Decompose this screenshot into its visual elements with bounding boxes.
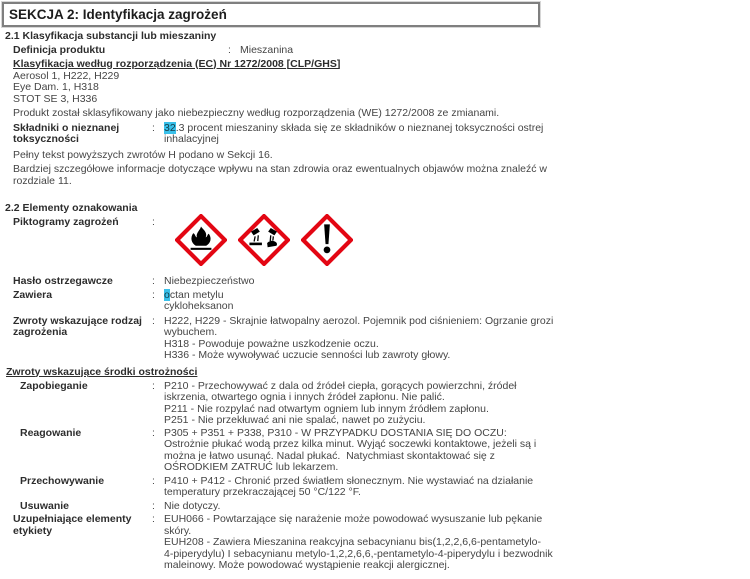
supplemental-line: maleinowy. Może powodować wystąpienie reakcji alergicznej. <box>164 559 450 571</box>
response-line: można je łatwo usunąć. Nadal płukać. Natychmiast skontaktować się z <box>164 449 495 462</box>
colon: : <box>152 513 155 525</box>
storage-value <box>160 476 750 499</box>
colon: : <box>152 121 155 134</box>
disposal-label: Usuwanie <box>20 499 70 512</box>
supplemental-line: 4-piperydylu) I sebacynianu metylo-1,2,2,6,6,-pentametylo-4-piperydylu i bezwodnik <box>164 547 553 560</box>
unknown-toxicity-line2: inhalacyjnej <box>164 133 219 145</box>
disposal-line: Nie dotyczy. <box>164 499 221 512</box>
row-signal-word <box>13 276 750 288</box>
colon: : <box>152 275 155 287</box>
contains-text: ctan metylu <box>169 288 224 301</box>
unknown-toxicity-text: .3 procent mieszaniny składa się ze składników o nieznanej toksyczności ostrej <box>175 121 544 134</box>
row-supplemental-label-elements <box>13 514 750 572</box>
prevention-line: iskrzenia, otwartego ognia i innych źródeł zapłonu. Nie palić. <box>164 391 445 403</box>
product-definition-value: Mieszanina <box>240 44 294 56</box>
unknown-toxicity-label: Składniki o nieznanej toksyczności <box>13 121 120 145</box>
storage-line: P410 + P412 - Chronić przed światłem słonecznym. Nie wystawiać na działanie <box>164 474 534 487</box>
unknown-toxicity-line1 <box>164 123 750 135</box>
hazard-statement-line: H336 - Może wywoływać uczucie senności lub zawroty głowy. <box>164 349 451 361</box>
ghs-pictogram-strip <box>164 214 750 266</box>
section-2-header <box>2 2 540 27</box>
row-hazard-statements <box>13 316 750 362</box>
supplemental-line: skóry. <box>164 524 192 537</box>
hazard-statements-label: Zwroty wskazujące rodzaj zagrożenia <box>13 314 142 338</box>
prevention-value <box>160 381 750 427</box>
supplemental-value <box>160 514 750 572</box>
row-product-definition <box>13 45 750 57</box>
product-definition-label: Definicja produktu <box>13 44 106 56</box>
contains-line2: cykloheksanon <box>164 300 234 312</box>
h-phrases-note: Pełny tekst powyższych zwrotów H podano w Sekcji 16. <box>13 148 273 161</box>
search-highlight: 32 <box>164 121 176 134</box>
colon: : <box>152 426 155 439</box>
clp-classification-heading: Klasyfikacja według rozporządzenia (EC) Nr 1272/2008 [CLP/GHS] <box>13 57 341 70</box>
ghs-flame-icon <box>175 214 227 266</box>
storage-line: temperatury przekraczającej 50 °C/122 °F. <box>164 486 361 498</box>
response-line: Ostrożnie płukać wodą przez kilka minut. Wyjąć soczewki kontaktowe, jeżeli są i <box>164 438 537 450</box>
response-line: P305 + P351 + P338, P310 - W PRZYPADKU DOSTANIA SIĘ DO OCZU: <box>164 426 507 439</box>
pictograms-label: Piktogramy zagrożeń <box>13 216 119 228</box>
classification-line: Eye Dam. 1, H318 <box>13 81 99 93</box>
colon: : <box>152 216 155 228</box>
supplemental-line: EUH066 - Powtarzające się narażenie może powodować wysuszanie lub pękanie <box>164 513 543 525</box>
row-response <box>20 428 750 474</box>
prevention-line: P251 - Nie przekłuwać ani nie spalać, nawet po zużyciu. <box>164 414 426 426</box>
prevention-line: P211 - Nie rozpylać nad otwartym ogniem lub innym źródłem zapłonu. <box>164 402 489 415</box>
colon: : <box>228 44 231 56</box>
heading-2-2: 2.2 Elementy oznakowania <box>5 202 138 214</box>
more-info-line: rozdziale 11. <box>13 174 72 187</box>
response-line: OŚRODKIEM ZATRUĆ lub lekarzem. <box>164 461 339 473</box>
classification-line: STOT SE 3, H336 <box>13 92 98 105</box>
supplemental-label: Uzupełniające elementy etykiety <box>13 513 132 537</box>
supplemental-line: EUH208 - Zawiera Mieszanina reakcyjna sebacynianu bis(1,2,2,6,6-pentametylo- <box>164 536 542 548</box>
response-value <box>160 428 750 474</box>
classification-note: Produkt został sklasyfikowany jako niebezpieczny według rozporządzenia (WE) 1272/2008 ze zmianami. <box>13 107 500 119</box>
storage-label: Przechowywanie <box>20 474 105 487</box>
colon: : <box>152 314 155 327</box>
response-label: Reagowanie <box>20 426 82 439</box>
ghs-corrosion-icon <box>238 214 290 266</box>
more-info-line: Bardziej szczegółowe informacje dotyczące wpływu na stan zdrowia oraz ewentualnych objawów można znaleźć w <box>13 163 548 175</box>
contains-label: Zawiera <box>13 288 53 301</box>
signal-word-label: Hasło ostrzegawcze <box>13 275 113 287</box>
contains-line1 <box>164 290 750 302</box>
precautionary-statements-heading: Zwroty wskazujące środki ostrożności <box>6 365 198 378</box>
hazard-statements-value <box>160 316 750 362</box>
contains-value <box>160 290 750 313</box>
row-unknown-toxicity <box>13 123 750 146</box>
colon: : <box>152 288 155 301</box>
section-2-title: SEKCJA 2: Identyfikacja zagrożeń <box>9 7 227 22</box>
heading-2-1: 2.1 Klasyfikacja substancji lub mieszaniny <box>5 30 217 42</box>
row-storage <box>20 476 750 499</box>
hazard-statement-line: wybuchem. <box>164 326 218 338</box>
unknown-toxicity-value <box>160 123 750 146</box>
search-highlight: o <box>164 288 170 301</box>
row-disposal <box>20 501 750 513</box>
classification-line: Aerosol 1, H222, H229 <box>13 69 120 82</box>
row-contains <box>13 290 750 313</box>
colon: : <box>152 474 155 487</box>
disposal-value <box>160 501 750 513</box>
prevention-line: P210 - Przechowywać z dala od źródeł ciepła, gorących powierzchni, źródeł <box>164 379 517 392</box>
hazard-statement-line: H222, H229 - Skrajnie łatwopalny aerozol. Pojemnik pod ciśnieniem: Ogrzanie grozi <box>164 314 554 327</box>
row-prevention <box>20 381 750 427</box>
hazard-statement-line: H318 - Powoduje poważne uszkodzenie oczu. <box>164 337 379 350</box>
colon: : <box>152 499 155 512</box>
prevention-label: Zapobieganie <box>20 379 88 392</box>
colon: : <box>152 379 155 392</box>
ghs-exclamation-icon <box>301 214 353 266</box>
signal-word-value: Niebezpieczeństwo <box>164 275 255 287</box>
row-pictograms <box>13 217 750 266</box>
